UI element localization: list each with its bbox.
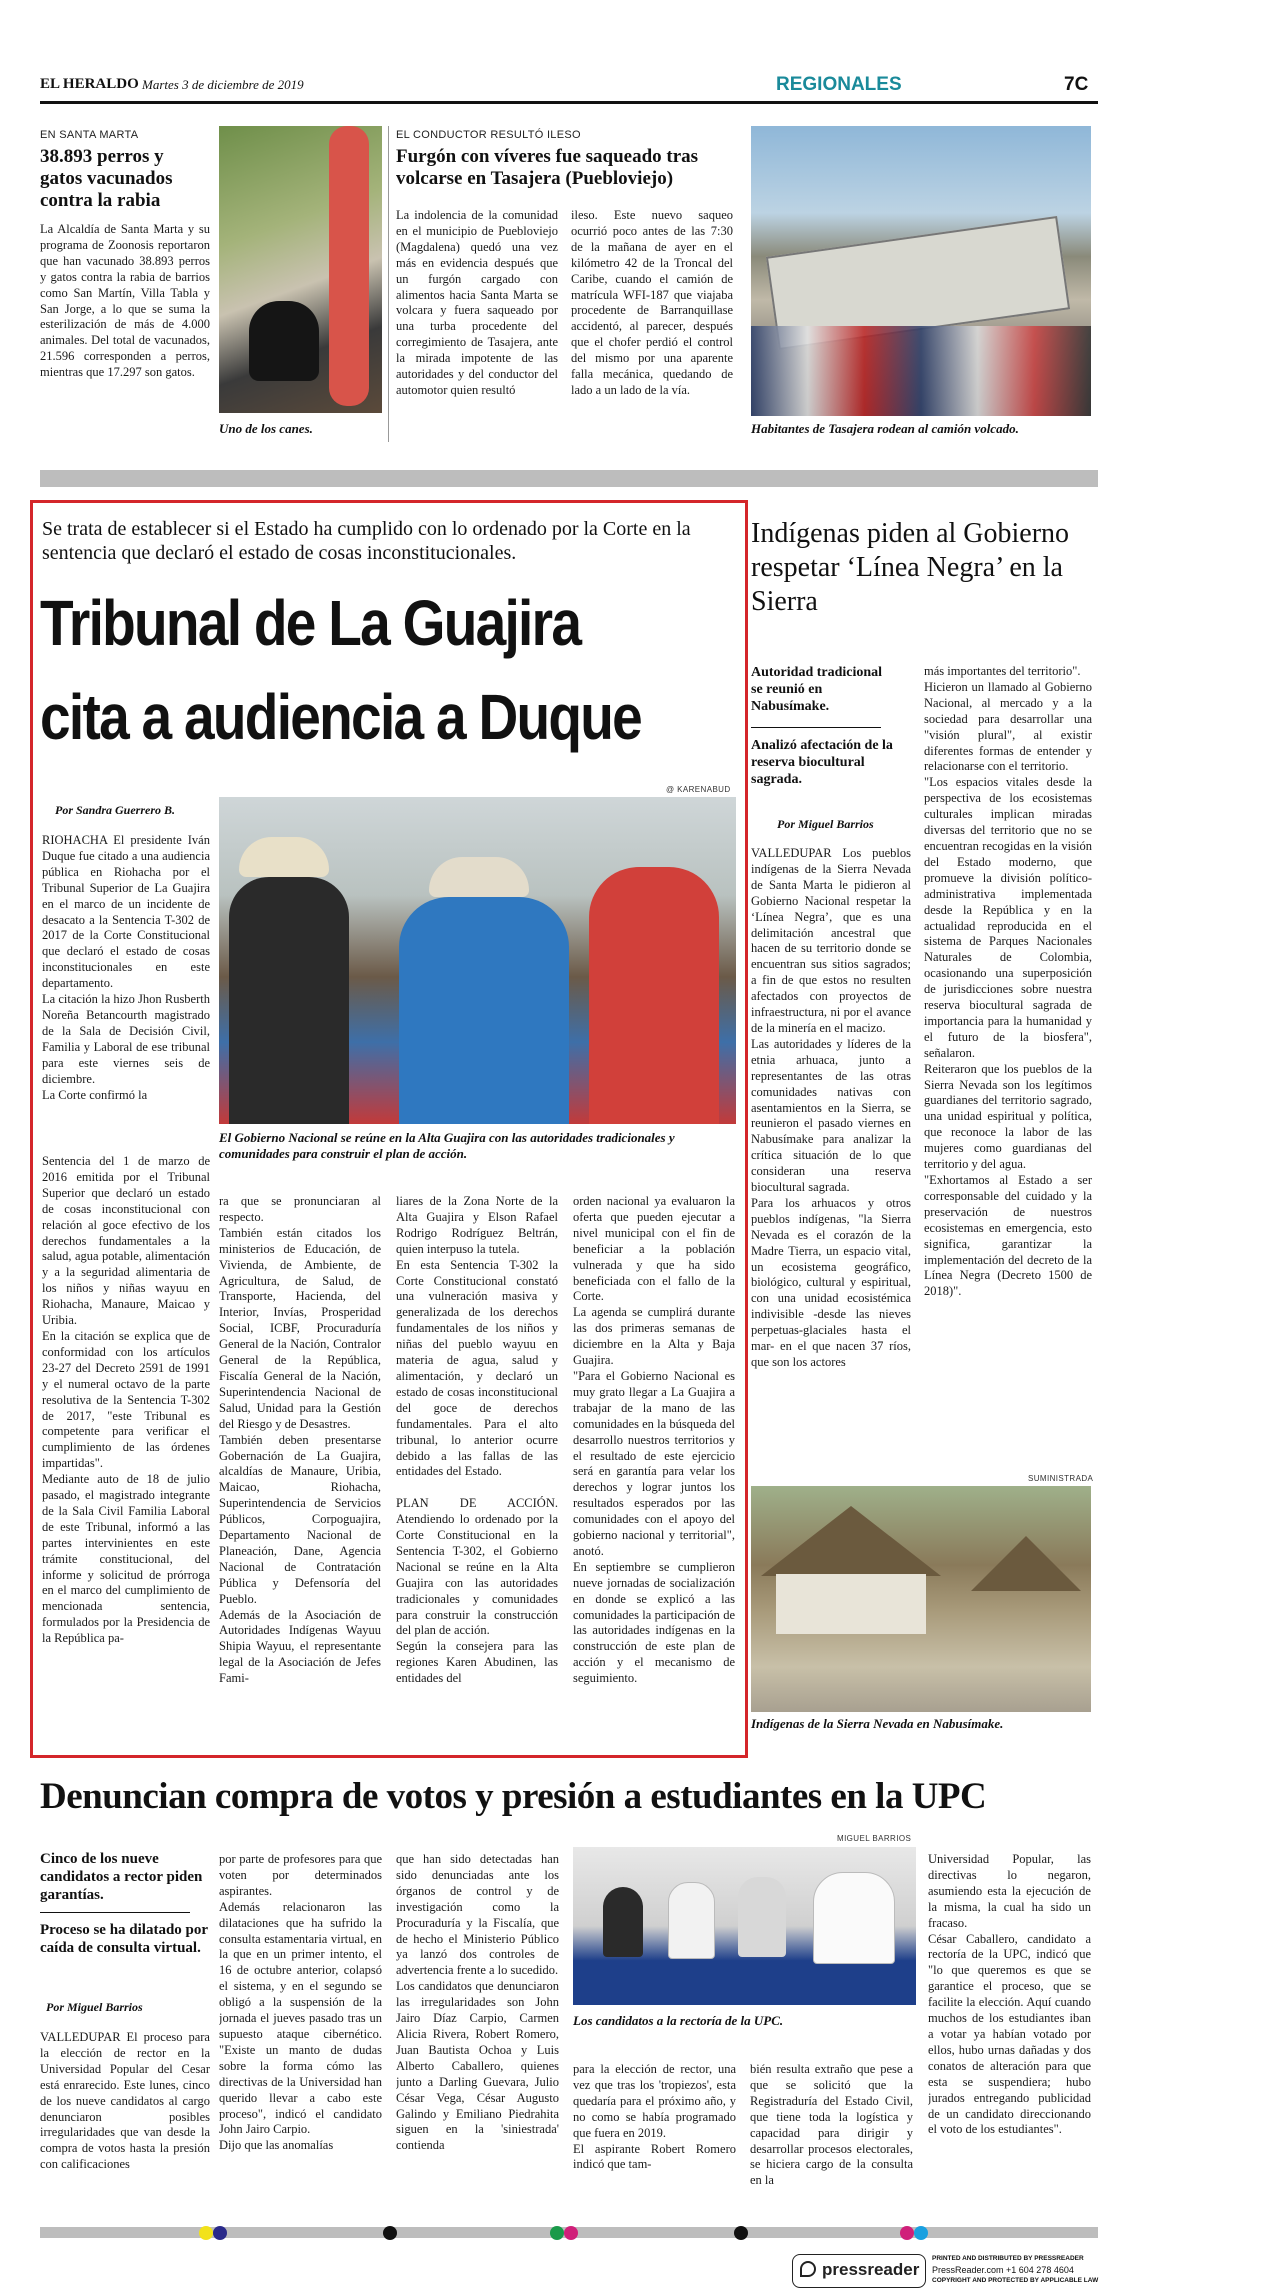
dogs-photo bbox=[219, 126, 382, 413]
story1-kicker: EN SANTA MARTA bbox=[40, 129, 139, 141]
pressreader-badge[interactable] bbox=[792, 2254, 1099, 2288]
story1-body: La Alcaldía de Santa Marta y su programa de Zoonosis reportaron que han vacunado 38.893 perros y gatos contra la rabia de barrios como San Martín, Villa Tabla y San Jorge, a lo que se suma la esterilización de más de 4.000 animales. Del total de vacunados, 21.596 corresponden a perros, mientras que 17.297 son gatos. bbox=[40, 222, 210, 380]
upc-col4: para la elección de rector, una vez que tras los 'tropiezos', esta quedaría para el próximo año, y no como se había programado que fuera en 2019. El aspirante Robert Romero indicó que tam- bbox=[573, 2062, 736, 2172]
pressreader-logo-icon bbox=[800, 2261, 816, 2277]
hut-roof-right bbox=[971, 1536, 1081, 1591]
truck-photo bbox=[751, 126, 1091, 416]
lead-headline-line1: Tribunal de La Guajira bbox=[40, 587, 581, 659]
upc-col6: Universidad Popular, las directivas lo negaron, asumiendo esta la ejecución de la misma, la cual ha sido un fracaso. César Caballero, candidato a rectoría de la UPC, indicó que "lo que queremos es que se garantice el proceso, que se facilite la elección. Aquí cuando muchos de los estudiantes iban a votar ya habían votado por ellos, hubo urnas dañadas y dos conatos de alteración para que esta se suspendiera; hubo jurados entregando publicidad de un candidato direccionando el voto de los estudiantes". bbox=[928, 1852, 1091, 2137]
sierra-photo-credit: SUMINISTRADA bbox=[1028, 1474, 1094, 1483]
dog-shape bbox=[249, 301, 319, 381]
sierra-headline: Indígenas piden al Gobierno respetar ‘Línea Negra’ en la Sierra bbox=[751, 518, 1070, 617]
crowd-shape bbox=[751, 326, 1091, 416]
guajira-photo bbox=[219, 797, 736, 1124]
hut-roof bbox=[761, 1506, 941, 1576]
pressreader-line2: PressReader.com +1 604 278 4604 bbox=[932, 2265, 1074, 2275]
person-left bbox=[229, 877, 349, 1124]
lead-byline: Por Sandra Guerrero B. bbox=[55, 803, 176, 817]
lead-col3: liares de la Zona Norte de la Alta Guajira y Elson Rafael Rodrigo Rodríguez Beltrán, quien interpuso la tutela. En esta Sentencia T-302 la Corte Constitucional constató una vulneración masiva y generalizada de los derechos fundamentales de los niños y niñas del pueblo wayuu en materia de agua, salud y alimentación, y declaró un estado de cosas inconstitucional del goce de derechos fundamentales. Para el alto tribunal, lo anterior ocurre debido a las fallas de las entidades del Estado. PLAN DE ACCIÓN. Atendiendo lo ordenado por la Corte Constitucional en la Sentencia T-302, el Gobierno Nacional se reúne en la Alta Guajira con las autoridades tradicionales y comunidades para construir la construcción del plan de acción. Según la consejera para las regiones Karen Abudinen, las entidades del bbox=[396, 1194, 558, 1686]
page-number: 7C bbox=[1064, 74, 1089, 95]
story2-kicker: EL CONDUCTOR RESULTÓ ILESO bbox=[396, 129, 581, 141]
upc-point1: Cinco de los nueve candidatos a rector piden garantías. bbox=[40, 1851, 203, 1903]
pressreader-line3: COPYRIGHT AND PROTECTED BY APPLICABLE LAW bbox=[932, 2277, 1099, 2284]
registration-dot-black-2 bbox=[734, 2226, 748, 2240]
section-name: REGIONALES bbox=[776, 74, 902, 95]
upc-col2: por parte de profesores para que voten por determinados aspirantes. Además relacionaron las dilataciones que ha sufrido la consulta estamentaria virtual, en la que en un primer intento, el 16 de octubre anterior, colapsó el sistema, y en el segundo se obligó a la suspensión de la jornada el jueves pasado tras un supuesto ataque cibernético. "Existe un manto de dudas sobre la forma cómo las directivas de la Universidad han querido llevar a cabo este proceso", indicó el candidato John Jairo Carpio. Dijo que las anomalías bbox=[219, 1852, 382, 2153]
sierra-point1: Autoridad tradicional se reunió en Nabusímake. bbox=[751, 665, 883, 714]
story1-caption: Uno de los canes. bbox=[219, 421, 313, 436]
story2-col2: ileso. Este nuevo saqueo ocurrió poco antes de las 7:30 de la mañana de ayer en el kilómetro 42 de la Troncal del Caribe, cuando el camión de matrícula WFI-187 que viajaba procedente de Barranquillase accidentó, al parecer, después que el chofer perdió el control del mismo por una aparente falla mecánica, quedando de lado a un lado de la vía. bbox=[571, 208, 733, 397]
sierra-col1: VALLEDUPAR Los pueblos indígenas de la Sierra Nevada de Santa Marta le pidieron al Gobierno Nacional respetar la ‘Línea Negra’, que es una delimitación ancestral que hacen de su territorio donde se encuentran sus sitios sagrados; a fin de que estos no resulten afectados con proyectos de infraestructura, ni por el avance de la minería en el macizo. Las autoridades y líderes de la etnia arhuaca, junto a representantes de las otras comunidades nativas con asentamientos en la Sierra, se reunieron el pasado viernes en Nabusímake para analizar la crítica situación de lo que consideran una reserva biocultural sagrada. Para los arhuacos y otros pueblos indígenas, "la Sierra Nevada es el corazón de la Madre Tierra, un espacio vital, un ecosistema geográfico, biológico, cultural y espiritual, con una unidad ecosistémica indivisible -desde las nieves perpetuas-glaciales hasta el mar- en el que nacen 37 ríos, que son los actores bbox=[751, 846, 911, 1369]
upc-point-rule bbox=[40, 1912, 190, 1913]
sierra-point-rule bbox=[751, 727, 881, 728]
pressreader-brand: pressreader bbox=[822, 2260, 920, 2279]
upc-point2: Proceso se ha dilatado por caída de consulta virtual. bbox=[40, 1922, 208, 1956]
col-divider bbox=[388, 126, 389, 442]
registration-dot-green bbox=[550, 2226, 564, 2240]
lead-col1-top: RIOHACHA El presidente Iván Duque fue citado a una audiencia pública en Riohacha por el Tribunal Superior de La Guajira en el marco de un incidente de desacato a la Sentencia T-302 de 2017 de la Corte Constitucional que declaró el estado de cosas inconstitucionales en este departamento. La citación la hizo Jhon Rusberth Noreña Betancourth magistrado de la Sala de Decisión Civil, Familia y Laboral de ese tribunal para este viernes seis de diciembre. La Corte confirmó la bbox=[42, 833, 210, 1102]
upc-photo-credit: MIGUEL BARRIOS bbox=[837, 1834, 912, 1843]
candidate-2 bbox=[668, 1882, 715, 1959]
issue-date: Martes 3 de diciembre de 2019 bbox=[142, 77, 304, 92]
story2-headline: Furgón con víveres fue saqueado tras volcarse en Tasajera (Puebloviejo) bbox=[396, 146, 699, 189]
candidate-4 bbox=[813, 1872, 895, 1964]
story2-col1: La indolencia de la comunidad en el municipio de Puebloviejo (Magdalena) quedó una vez más en evidencia después que un furgón cargado con alimentos hacia Santa Marta se volcara y fuera saqueado por una turba procedente del corregimiento de Tasajera, ante la mirada impotente de las autoridades y del conductor del automotor quien resultó bbox=[396, 208, 558, 397]
upc-col3: que han sido detectadas han sido denunciadas ante los órganos de control y de investigación como la Procuraduría y la Fiscalía, que de hecho el Ministerio Público ya lanzó dos controles de advertencia frente a lo sucedido. Los candidatos que denunciaron las irregularidades son John Jairo Díaz Carpio, Carmen Alicia Rivera, Robert Romero, Juan Bautista Ochoa y Luis Alberto Caballero, quienes junto a Darling Guevara, Julio César Vega, César Augusto Galindo y Emiliano Piedrahita siguen en la 'siniestrada' contienda bbox=[396, 1852, 559, 2153]
paper-name: EL HERALDO bbox=[40, 76, 139, 92]
sierra-point2: Analizó afectación de la reserva biocultural sagrada. bbox=[751, 738, 893, 787]
masthead-rule bbox=[40, 101, 1098, 104]
hat-center bbox=[429, 857, 529, 897]
lead-col1-bottom: Sentencia del 1 de marzo de 2016 emitida por el Tribunal Superior que declaró un estado de cosas inconstitucional con relación al goce efectivo de los derechos fundamentales a la salud, agua potable, alimentación y a la seguridad alimentaria de los niños y niñas wayuu en Riohacha, Manaure, Maicao y Uribia. En la citación se explica que de conformidad con los artículos 23-27 del Decreto 2591 de 1991 y el numeral octavo de la parte resolutiva de la Sentencia T-302 de 2017, "este Tribunal es competente para verificar el cumplimiento de las órdenes impartidas". Mediante auto de 18 de julio pasado, el magistrado integrante de la Sala Civil Familia Laboral de este Tribunal, informó a las partes intervinientes en este trámite constitucional, del informe y solicitud de prórroga en el marco del cumplimiento de mencionada sentencia, formulados por la Presidencia de la República pa- bbox=[42, 1154, 210, 1646]
pressreader-line1: PRINTED AND DISTRIBUTED BY PRESSREADER bbox=[932, 2255, 1084, 2262]
upc-col5: bién resulta extraño que pese a que se solicitó que la Registraduría del Estado Civil, que tiene toda la logística y capacidad para dirigir y desarrollar procesos electorales, se hiciera cargo de la consulta en la bbox=[750, 2062, 913, 2188]
registration-dot-magenta bbox=[564, 2226, 578, 2240]
registration-dot-black bbox=[383, 2226, 397, 2240]
lead-deck: Se trata de establecer si el Estado ha cumplido con lo ordenado por la Corte en la sentencia que declaró el estado de cosas inconstitucionales. bbox=[42, 518, 691, 564]
lead-col2: ra que se pronunciaran al respecto. También están citados los ministerios de Educación, de Vivienda, de Ambiente, de Agricultura, de Salud, de Transporte, Hacienda, del Interior, Invías, Prosperidad Social, ICBF, Procuraduría General de la Nación, Contralor General de la República, Fiscalía General de la Nación, Superintendencia Nacional de Salud, Unidad para la Gestión del Riesgo y de Desastres. También deben presentarse Gobernación de La Guajira, alcaldías de Manaure, Uribia, Maicao, Riohacha, Superintendencia de Servicios Públicos, Corpoguajira, Departamento Nacional de Planeación, Dane, Agencia Nacional de Contratación Pública y Defensoría del Pueblo. Además de la Asociación de Autoridades Indígenas Wayuu Shipia Wayuu, el representante legal de la Asociación de Jefes Fami- bbox=[219, 1194, 381, 1686]
lead-col4: orden nacional ya evaluaron la oferta que pueden ejecutar a nivel municipal con el fin de beneficiar a la población vulnerada y que ha sido beneficiada con el fallo de la Corte. La agenda se cumplirá durante las dos primeras semanas de diciembre en la Alta y Baja Guajira. "Para el Gobierno Nacional es muy grato llegar a La Guajira a trabajar de la mano de las comunidades en la búsqueda del desarrollo nuestros territorios y el resultado de este ejercicio será en garantía para velar los derechos y lograr juntos los resultados esperados por las comunidades con el apoyo del gobierno nacional y territorial", anotó. En septiembre se cumplieron nueve jornadas de socialización en donde se explicó a las comunidades la participación de las autoridades indígenas en la construcción de este plan de acción y el mecanismo de seguimiento. bbox=[573, 1194, 735, 1686]
person-right bbox=[589, 867, 719, 1124]
upc-caption: Los candidatos a la rectoría de la UPC. bbox=[573, 2013, 784, 2028]
registration-dot-yellow bbox=[199, 2226, 213, 2240]
upc-byline: Por Miguel Barrios bbox=[46, 2000, 143, 2014]
upc-col1: VALLEDUPAR El proceso para la elección de rector en la Universidad Popular del Cesar está enrarecido. Este lunes, cinco de los nueve candidatos al cargo denunciaron posibles irregularidades que van desde la compra de votos hasta la presión con calificaciones bbox=[40, 2030, 210, 2172]
lead-headline-line2: cita a audiencia a Duque bbox=[40, 681, 642, 753]
registration-dot-blue bbox=[213, 2226, 227, 2240]
candidates-photo bbox=[573, 1847, 916, 2005]
story2-caption: Habitantes de Tasajera rodean al camión volcado. bbox=[751, 421, 1019, 436]
separator-bar bbox=[40, 470, 1098, 487]
lead-photo-credit: @ KARENABUD bbox=[666, 785, 731, 794]
person-center bbox=[399, 897, 569, 1124]
person-shape bbox=[329, 126, 369, 406]
upc-headline: Denuncian compra de votos y presión a estudiantes en la UPC bbox=[40, 1776, 987, 1817]
registration-dot-cyan bbox=[914, 2226, 928, 2240]
hat-left bbox=[239, 837, 329, 877]
candidate-3 bbox=[738, 1877, 786, 1957]
masthead bbox=[40, 74, 1098, 100]
registration-dot-magenta-2 bbox=[900, 2226, 914, 2240]
nabusimake-photo bbox=[751, 1486, 1091, 1712]
story1-headline: 38.893 perros y gatos vacunados contra la rabia bbox=[40, 146, 173, 211]
sierra-col2: más importantes del territorio". Hicieron un llamado al Gobierno Nacional, al mercado y a la sociedad para desarrollar una "visión plural", al existir diferentes formas de entender y relacionarse con el territorio. "Los espacios vitales desde la perspectiva de los ecosistemas culturales implican miradas diversas del territorio que no se encuentran recogidas en la visión del Estado moderno, que promueve la división político-administrativa implementada desde la República y en la actualidad reproducida en el sistema de Parques Nacionales Naturales de Colombia, ocasionando una superposición de jurisdicciones sobre nuestra reserva biocultural sagrada de importancia para la humanidad y el futuro de la biosfera", señalaron. Reiteraron que los pueblos de la Sierra Nevada son los legítimos guardianes del territorio sagrado, una unidad espiritual y política, que reconoce la labor de las mujeres como guardianas del territorio y del agua. "Exhortamos al Estado a ser corresponsable del cuidado y la preservación de nuestros ecosistemas en emergencia, esto significa, garantizar la implementación del decreto de la Línea Negra (Decreto 1500 de 2018)". bbox=[924, 664, 1092, 1299]
sierra-caption: Indígenas de la Sierra Nevada en Nabusímake. bbox=[751, 1716, 1004, 1731]
candidate-1 bbox=[603, 1887, 643, 1957]
sierra-byline: Por Miguel Barrios bbox=[777, 817, 874, 831]
hut-wall bbox=[776, 1574, 926, 1634]
lead-caption: El Gobierno Nacional se reúne en la Alta Guajira con las autoridades tradicionales y comunidades para construir el plan de acción. bbox=[219, 1130, 675, 1161]
